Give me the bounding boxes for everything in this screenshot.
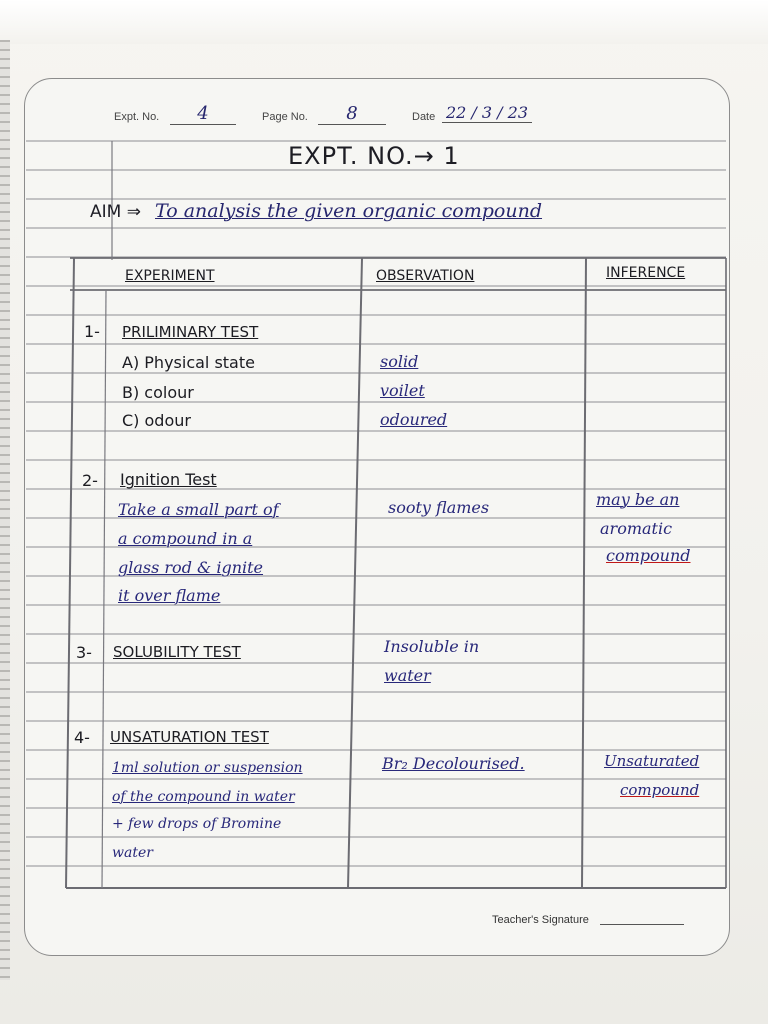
- header-inference: INFERENCE: [606, 265, 686, 281]
- row-4-exp-line: water: [112, 845, 153, 861]
- row-1-obs-line: odoured: [380, 410, 448, 429]
- aim-text: To analysis the given organic compound: [155, 200, 543, 222]
- row-2-exp-line: a compound in a: [118, 529, 253, 548]
- row-2-inf-line: aromatic: [600, 519, 673, 538]
- row-2-exp-line: it over flame: [118, 586, 221, 605]
- aim-line: [90, 200, 542, 222]
- row-3-number: 3-: [76, 643, 92, 662]
- row-3-title: SOLUBILITY TEST: [113, 643, 241, 661]
- signature-line: [600, 924, 684, 925]
- row-3-obs-line: Insoluble in: [384, 637, 480, 656]
- row-4-title: UNSATURATION TEST: [110, 728, 269, 746]
- row-4-inf-line: compound: [620, 781, 700, 799]
- teacher-signature-label: Teacher's Signature: [492, 914, 589, 926]
- row-4-inf-line: Unsaturated: [604, 752, 700, 770]
- row-2-number: 2-: [82, 471, 98, 490]
- expt-no-label: Expt. No.: [114, 111, 160, 123]
- header-experiment: EXPERIMENT: [125, 268, 215, 284]
- row-1-number: 1-: [84, 322, 100, 341]
- row-4-number: 4-: [74, 728, 90, 747]
- row-1-exp-line: C) odour: [122, 411, 191, 430]
- row-4-exp-line: + few drops of Bromine: [112, 816, 282, 832]
- row-2-exp-line: Take a small part of: [118, 500, 279, 519]
- row-4-exp-line: 1ml solution or suspension: [112, 760, 303, 776]
- row-2-exp-line: glass rod & ignite: [118, 558, 264, 577]
- row-1-obs-line: voilet: [380, 381, 425, 400]
- page-no-label: Page No.: [262, 111, 308, 123]
- aim-label: AIM ⇒: [90, 202, 141, 222]
- row-2-title: Ignition Test: [120, 470, 217, 489]
- row-4-obs-line: Br₂ Decolourised.: [382, 754, 525, 773]
- expt-no-value: 4: [170, 103, 236, 125]
- date-label: Date: [412, 111, 436, 123]
- date-value: 22 / 3 / 23: [442, 103, 532, 123]
- row-1-exp-line: B) colour: [122, 383, 194, 402]
- header-observation: OBSERVATION: [376, 268, 475, 284]
- row-3-obs-line: water: [384, 666, 431, 685]
- page-no-value: 8: [318, 103, 386, 125]
- row-1-obs-line: solid: [380, 352, 419, 371]
- experiment-title: EXPT. NO.→ 1: [288, 142, 460, 170]
- row-1-exp-line: A) Physical state: [122, 353, 255, 372]
- row-2-inf-line: compound: [606, 546, 691, 565]
- spiral-binding: [0, 40, 10, 980]
- page-top-shadow: [0, 0, 768, 44]
- row-1-title: PRILIMINARY TEST: [122, 323, 259, 341]
- row-2-obs-line: sooty flames: [388, 498, 490, 517]
- row-4-exp-line: of the compound in water: [112, 789, 295, 805]
- row-2-inf-line: may be an: [596, 490, 680, 509]
